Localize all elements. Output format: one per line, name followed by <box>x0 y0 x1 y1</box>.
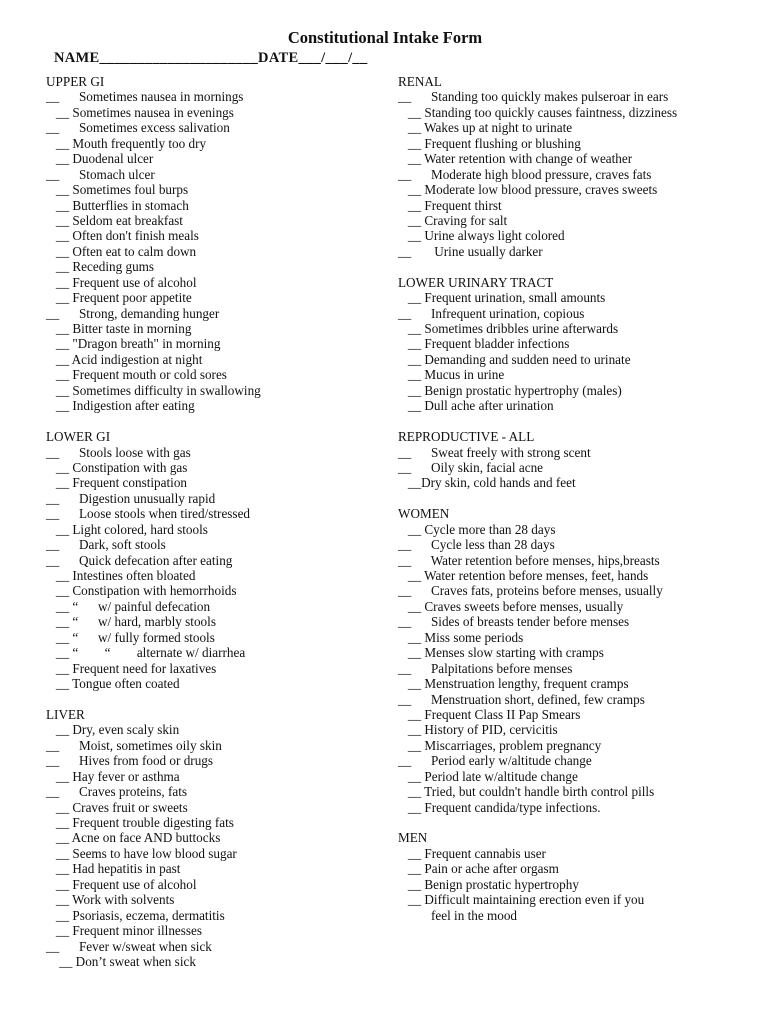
checklist-item[interactable]: __ Often don't finish meals <box>46 228 199 244</box>
checklist-item[interactable]: __ Sometimes excess salivation <box>46 120 230 136</box>
checklist-item[interactable]: __ Frequent use of alcohol <box>46 274 197 290</box>
checklist-item[interactable]: __ Acid indigestion at night <box>46 351 203 367</box>
section-upper-gi <box>46 74 386 414</box>
checklist-item[interactable]: __ Duodenal ulcer <box>46 151 154 167</box>
checklist-item[interactable]: __ Craves fruit or sweets <box>46 799 188 815</box>
checklist-item[interactable]: __ Menses slow starting with cramps <box>398 645 604 661</box>
checklist-item[interactable]: __ Frequent need for laxatives <box>46 660 217 676</box>
checklist-item[interactable]: __ Mucus in urine <box>398 367 505 383</box>
checklist-item[interactable]: __ Benign prostatic hypertrophy (males) <box>398 382 622 398</box>
checklist-item[interactable]: __ Intestines often bloated <box>46 568 196 583</box>
checklist-item[interactable]: __ Loose stools when tired/stressed <box>46 506 251 522</box>
checklist-item[interactable]: __ Pain or ache after orgasm <box>398 861 559 877</box>
checklist-item[interactable]: __ Frequent constipation <box>46 475 188 491</box>
checklist-item[interactable]: feel in the mood <box>398 907 518 923</box>
checklist-item[interactable]: __ Tried, but couldn't handle birth control pills <box>398 784 655 800</box>
checklist-item[interactable]: __ Infrequent urination, copious <box>398 305 585 321</box>
checklist-item[interactable]: __ Digestion unusually rapid <box>46 490 216 506</box>
name-date-line[interactable]: NAME_____________________DATE___/___/__ <box>54 50 368 66</box>
checklist-item[interactable]: __ Receding gums <box>46 259 155 275</box>
checklist-item[interactable]: __ Menstruation lengthy, frequent cramps <box>398 676 629 692</box>
checklist-item[interactable]: __ Often eat to calm down <box>46 243 197 259</box>
checklist-item[interactable]: __ Acne on face AND buttocks <box>46 830 221 846</box>
checklist-item[interactable]: __ Seems to have low blood sugar <box>46 845 237 861</box>
checklist-item[interactable]: __ Oily skin, facial acne <box>398 459 544 475</box>
section-lower-urinary-tract <box>398 275 763 414</box>
checklist-item[interactable]: __ Don’t sweat when sick <box>46 953 196 969</box>
checklist-item[interactable]: __ Frequent bladder infections <box>398 336 570 352</box>
checklist-item[interactable]: __ Water retention with change of weather <box>398 151 633 167</box>
checklist-item[interactable]: __ Light colored, hard stools <box>46 521 208 537</box>
section-spacer <box>398 815 763 830</box>
checklist-item[interactable]: __ Butterflies in stomach <box>46 197 189 213</box>
section-heading: REPRODUCTIVE - ALL <box>398 429 535 445</box>
checklist-item[interactable]: __ Indigestion after eating <box>46 398 195 414</box>
checklist-item[interactable]: __ Hay fever or asthma <box>46 768 180 784</box>
checklist-item[interactable]: __ Palpitations before menses <box>398 660 573 676</box>
checklist-item[interactable]: __ Frequent trouble digesting fats <box>46 815 234 830</box>
checklist-item[interactable]: __ Mouth frequently too dry <box>46 135 207 151</box>
checklist-item[interactable]: __ Sometimes difficulty in swallowing <box>46 382 261 398</box>
checklist-item[interactable]: __ Psoriasis, eczema, dermatitis <box>46 907 225 923</box>
checklist-item[interactable]: __ Constipation with hemorrhoids <box>46 583 237 599</box>
checklist-item[interactable]: __ Standing too quickly makes pulseroar in ears <box>398 89 669 105</box>
checklist-item[interactable]: __ Craves fats, proteins before menses, usually <box>398 583 663 599</box>
form-title: Constitutional Intake Form <box>287 28 483 47</box>
section-heading: WOMEN <box>398 506 450 522</box>
section-heading: LIVER <box>46 706 85 722</box>
right-column <box>398 74 763 923</box>
checklist-item[interactable]: __ Bitter taste in morning <box>46 321 192 336</box>
section-renal <box>398 74 763 259</box>
checklist-item[interactable]: __ Sweat freely with strong scent <box>398 444 591 460</box>
section-heading: LOWER GI <box>46 429 111 445</box>
checklist-item[interactable]: __ “ w/ fully formed stools <box>46 629 215 645</box>
checklist-item[interactable]: __ Cycle less than 28 days <box>398 537 555 553</box>
checklist-item[interactable]: __ Water retention before menses, hips,breasts <box>398 552 660 568</box>
section-lower-gi <box>46 429 386 691</box>
checklist-item[interactable]: __ Tongue often coated <box>46 676 180 692</box>
checklist-item[interactable]: __ Frequent flushing or blushing <box>398 135 581 151</box>
checklist-item[interactable]: __ “ w/ hard, marbly stools <box>46 614 216 630</box>
checklist-item[interactable]: __ Frequent urination, small amounts <box>398 290 606 306</box>
section-liver <box>46 707 386 969</box>
checklist-item[interactable]: __ Demanding and sudden need to urinate <box>398 351 631 367</box>
checklist-item[interactable]: __ Sometimes foul burps <box>46 182 189 198</box>
checklist-item[interactable]: __ Stools loose with gas <box>46 444 191 460</box>
checklist-item[interactable]: __ Dry, even scaly skin <box>46 722 180 738</box>
section-heading: UPPER GI <box>46 74 105 89</box>
checklist-item[interactable]: __ Dark, soft stools <box>46 537 166 553</box>
checklist-item[interactable]: __ Frequent candida/type infections. <box>398 799 601 815</box>
checklist-item[interactable]: __ “ “ alternate w/ diarrhea <box>46 645 246 661</box>
checklist-item[interactable]: __ Craving for salt <box>398 212 508 228</box>
checklist-item[interactable]: __ Moderate low blood pressure, craves sweets <box>398 182 658 198</box>
checklist-item[interactable]: __ Frequent Class II Pap Smears <box>398 706 581 722</box>
checklist-item[interactable]: __ Dull ache after urination <box>398 398 554 414</box>
section-spacer <box>398 259 763 274</box>
checklist-item[interactable]: __ Urine usually darker <box>398 243 543 259</box>
checklist-item[interactable]: __ Period early w/altitude change <box>398 753 592 769</box>
section-heading: RENAL <box>398 74 442 89</box>
section-heading: LOWER URINARY TRACT <box>398 274 554 290</box>
checklist-item[interactable]: __ Strong, demanding hunger <box>46 305 220 321</box>
section-heading: MEN <box>398 830 428 846</box>
checklist-item[interactable]: __ Frequent minor illnesses <box>46 923 203 939</box>
checklist-item[interactable]: __ Seldom eat breakfast <box>46 212 183 228</box>
section-spacer <box>398 414 763 429</box>
checklist-item[interactable]: __ Menstruation short, defined, few cramps <box>398 691 645 707</box>
checklist-item[interactable]: __ Quick defecation after eating <box>46 552 233 568</box>
checklist-item[interactable]: __ Sometimes dribbles urine afterwards <box>398 321 619 336</box>
checklist-item[interactable]: __ Sides of breasts tender before menses <box>398 614 630 630</box>
checklist-item[interactable]: __ Difficult maintaining erection even if you <box>398 892 645 908</box>
checklist-item[interactable]: __ Had hepatitis in past <box>46 861 181 877</box>
checklist-item[interactable]: __ Craves sweets before menses, usually <box>398 598 624 614</box>
section-women <box>398 506 763 815</box>
section-reproductive-all <box>398 429 763 491</box>
checklist-item[interactable]: __ Miscarriages, problem pregnancy <box>398 737 602 753</box>
checklist-item[interactable]: __ Period late w/altitude change <box>398 768 578 784</box>
left-column <box>46 74 386 969</box>
checklist-item[interactable]: __ Sometimes nausea in mornings <box>46 89 244 105</box>
section-spacer <box>46 692 386 707</box>
checklist-item[interactable]: __ Frequent use of alcohol <box>46 876 197 892</box>
checklist-item[interactable]: __ Frequent thirst <box>398 197 502 213</box>
checklist-item[interactable]: __ Moderate high blood pressure, craves fats <box>398 166 652 182</box>
checklist-item[interactable]: __ Constipation with gas <box>46 459 188 475</box>
checklist-item[interactable]: __ Fever w/sweat when sick <box>46 938 212 954</box>
checklist-item[interactable]: __ Cycle more than 28 days <box>398 521 556 537</box>
checklist-item[interactable]: __ “ w/ painful defecation <box>46 598 211 614</box>
checklist-item[interactable]: __ Frequent cannabis user <box>398 845 546 861</box>
checklist-item[interactable]: __ Benign prostatic hypertrophy <box>398 876 579 892</box>
checklist-item[interactable]: __ Sometimes nausea in evenings <box>46 104 234 120</box>
section-spacer <box>46 414 386 429</box>
checklist-item[interactable]: __ Standing too quickly causes faintness, dizziness <box>398 104 678 120</box>
checklist-item[interactable]: __ Urine always light colored <box>398 228 565 244</box>
checklist-item[interactable]: __ Wakes up at night to urinate <box>398 120 573 136</box>
checklist-item[interactable]: __ History of PID, cervicitis <box>398 722 558 738</box>
checklist-item[interactable]: __ Stomach ulcer <box>46 166 155 182</box>
checklist-item[interactable]: __Dry skin, cold hands and feet <box>398 475 576 491</box>
section-men <box>398 830 763 923</box>
checklist-item[interactable]: __ Work with solvents <box>46 892 175 908</box>
checklist-item[interactable]: __ "Dragon breath" in morning <box>46 336 221 352</box>
checklist-item[interactable]: __ Frequent mouth or cold sores <box>46 367 227 383</box>
checklist-item[interactable]: __ Frequent poor appetite <box>46 290 192 306</box>
checklist-item[interactable]: __ Hives from food or drugs <box>46 753 214 769</box>
checklist-item[interactable]: __ Miss some periods <box>398 629 524 645</box>
section-spacer <box>398 491 763 506</box>
checklist-item[interactable]: __ Water retention before menses, feet, hands <box>398 568 649 583</box>
checklist-item[interactable]: __ Moist, sometimes oily skin <box>46 737 222 753</box>
checklist-item[interactable]: __ Craves proteins, fats <box>46 784 188 800</box>
